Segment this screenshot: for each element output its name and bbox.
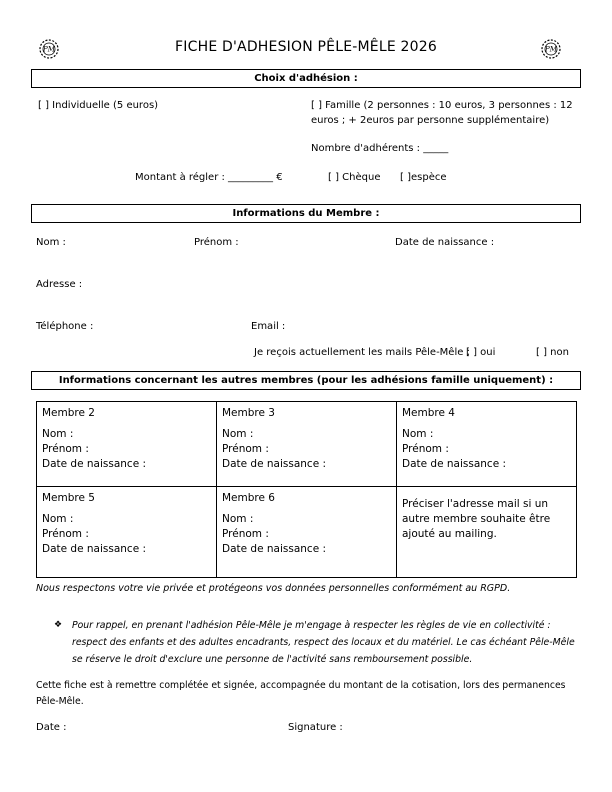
page-title: FICHE D'ADHESION PÊLE-MÊLE 2026 (175, 39, 437, 55)
member-prenom-field: Prénom : (42, 528, 89, 540)
section-title-other-members: Informations concernant les autres membres (pour les adhésions famille uniquement) : (31, 371, 581, 390)
signature-field[interactable]: Signature : (288, 722, 343, 733)
phone-field[interactable]: Téléphone : (36, 321, 94, 332)
cheque-option[interactable]: [ ] Chèque (328, 172, 381, 183)
section-title-membership-choice: Choix d'adhésion : (31, 69, 581, 88)
member-heading: Membre 4 (402, 407, 455, 419)
mail-note: Préciser l'adresse mail si un autre membre souhaite être ajouté au mailing. (402, 498, 551, 540)
prenom-field[interactable]: Prénom : (194, 237, 239, 248)
member-nom-field: Nom : (402, 428, 434, 440)
member-birth-field: Date de naissance : (222, 543, 327, 555)
member-birth-field: Date de naissance : (402, 458, 507, 470)
mail-yes-option[interactable]: [ ] oui (466, 347, 496, 358)
birth-date-field[interactable]: Date de naissance : (395, 237, 495, 248)
section-title-member-info: Informations du Membre : (31, 204, 581, 223)
individual-option[interactable]: [ ] Individuelle (5 euros) (38, 100, 159, 111)
rules-line-1: Pour rappel, en prenant l'adhésion Pêle-Mêle je m'engage à respecter les règles de vie en collectivité : (72, 620, 551, 631)
return-instructions-end: Pêle-Mêle. (36, 696, 84, 707)
amount-field[interactable]: Montant à régler : _________ € (135, 172, 283, 183)
member-nom-field: Nom : (42, 428, 74, 440)
member-heading: Membre 6 (222, 492, 275, 504)
member-cell[interactable] (37, 402, 217, 487)
family-option[interactable]: [ ] Famille (2 personnes : 10 euros, 3 personnes : 12 (311, 100, 573, 111)
member-prenom-field: Prénom : (42, 443, 89, 455)
member-cell[interactable] (217, 402, 397, 487)
svg-text:PM: PM (545, 45, 557, 54)
date-field[interactable]: Date : (36, 722, 67, 733)
family-option-details: euros ; + 2euros par personne supplémentaire) (311, 115, 550, 126)
mail-note-cell (397, 487, 577, 578)
address-field[interactable]: Adresse : (36, 279, 83, 290)
members-count-field[interactable]: Nombre d'adhérents : _____ (311, 143, 449, 154)
mail-question: Je reçois actuellement les mails Pêle-Mêle ; (254, 347, 470, 358)
email-field[interactable]: Email : (251, 321, 286, 332)
rules-line-2: respect des enfants et des adultes encadrants, respect des locaux et du matériel. Le cas échéant Pêle-Mêle (72, 637, 575, 648)
other-members-table (36, 401, 577, 578)
member-nom-field: Nom : (42, 513, 74, 525)
member-cell[interactable] (397, 402, 577, 487)
cash-option[interactable]: [ ]espèce (400, 172, 447, 183)
svg-text:PM: PM (43, 45, 55, 54)
member-heading: Membre 3 (222, 407, 275, 419)
rules-line-3: se réserve le droit d'exclure une personne de l'activité sans remboursement possible. (72, 654, 473, 665)
nom-field[interactable]: Nom : (36, 237, 66, 248)
member-birth-field: Date de naissance : (222, 458, 327, 470)
member-prenom-field: Prénom : (402, 443, 449, 455)
mail-no-option[interactable]: [ ] non (536, 347, 569, 358)
member-cell[interactable] (37, 487, 217, 578)
member-nom-field: Nom : (222, 513, 254, 525)
member-heading: Membre 5 (42, 492, 95, 504)
privacy-notice: Nous respectons votre vie privée et protégeons vos données personnelles conformément au RGPD. (36, 583, 511, 594)
member-prenom-field: Prénom : (222, 443, 269, 455)
member-cell[interactable] (217, 487, 397, 578)
member-birth-field: Date de naissance : (42, 543, 147, 555)
member-nom-field: Nom : (222, 428, 254, 440)
member-heading: Membre 2 (42, 407, 95, 419)
return-instructions: Cette fiche est à remettre complétée et signée, accompagnée du montant de la cotisation, lors des permanences (36, 680, 566, 691)
member-prenom-field: Prénom : (222, 528, 269, 540)
rules-bullet: ❖ (54, 620, 63, 630)
member-birth-field: Date de naissance : (42, 458, 147, 470)
